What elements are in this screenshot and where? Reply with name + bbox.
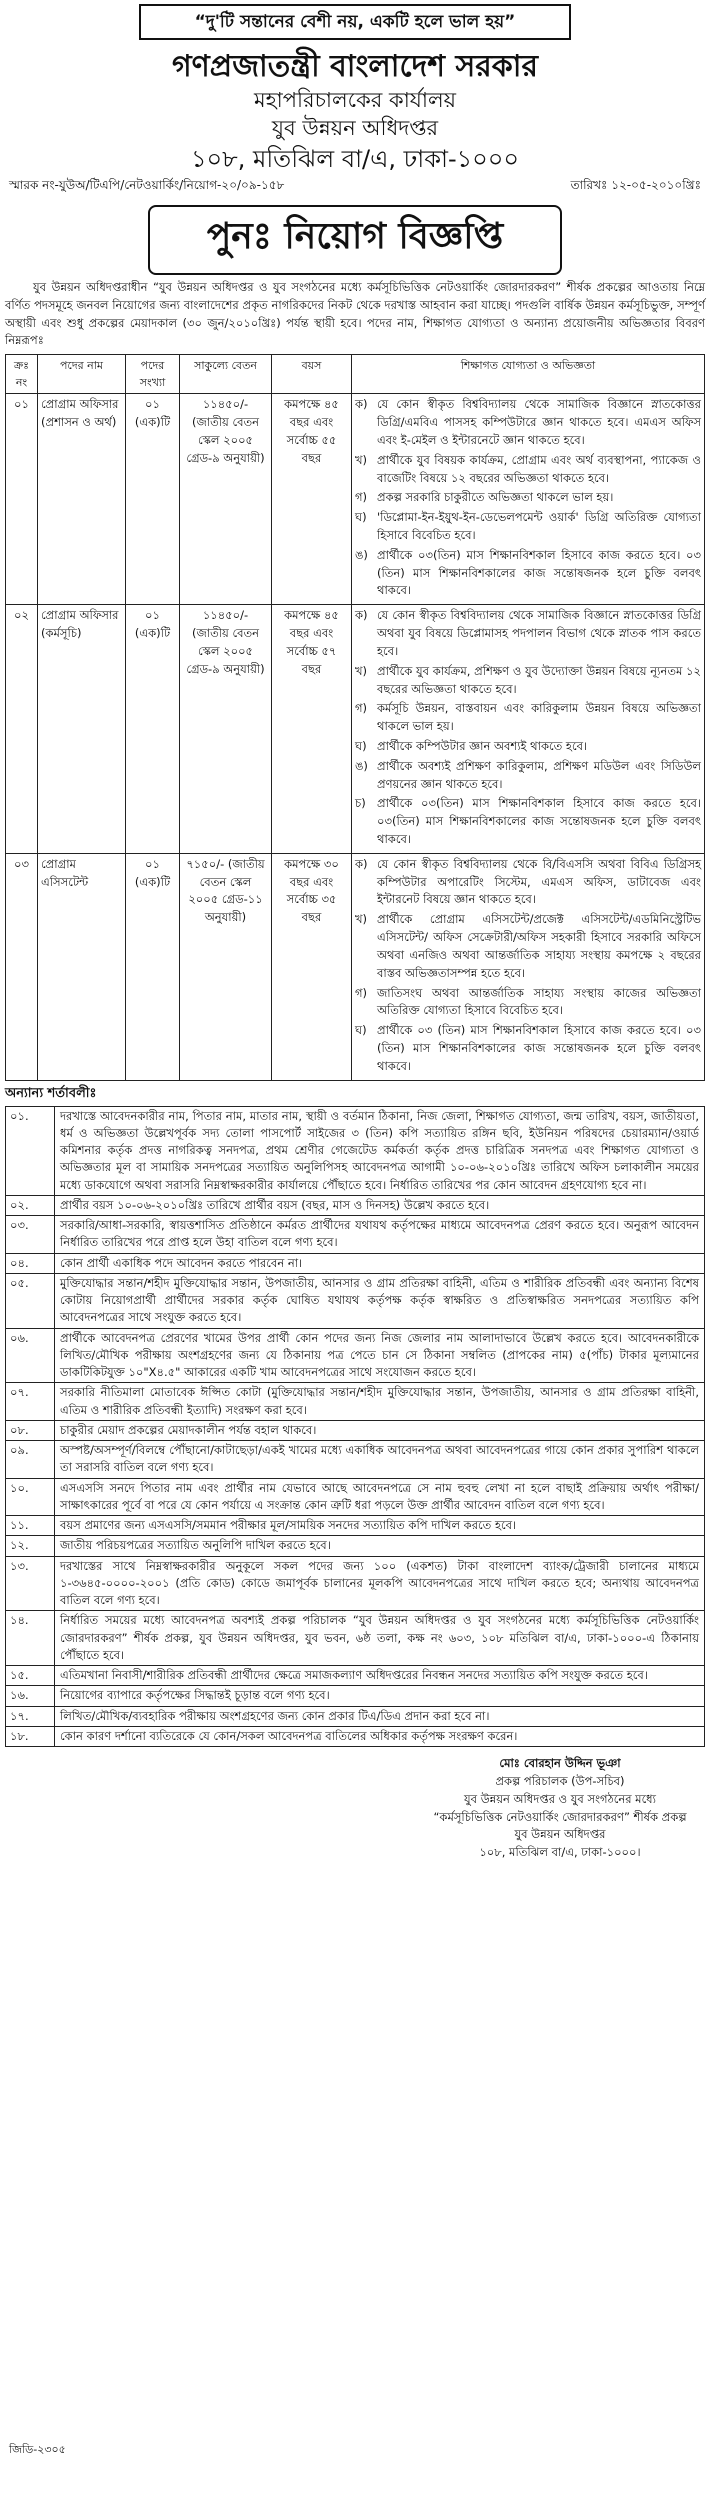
condition-text: সরকারি/আধা-সরকারি, স্বায়ত্তশাসিত প্রতিষ্ঠানে কর্মরত প্রার্থীদের যথাযথ কর্তৃপক্ষের মাধ্যমে আবেদনপত্র প্রেরণ করতে হবে। অনুরূপ আবেদন নির্ধারিত তারিখের পরে প্রাপ্ত হলে উহা বাতিল বলে গণ্য হবে। bbox=[60, 1218, 699, 1250]
item-marker: খ) bbox=[355, 912, 368, 927]
col-post-count: পদের সংখ্যা bbox=[126, 355, 180, 394]
condition-text: প্রার্থীকে আবেদনপত্র প্রেরণের খামের উপর প্রার্থী কোন পদের জন্য নিজ জেলার নাম আলাদাভাবে উল্লেখ করতে হবে। আবেদনকারীকে লিখিত/মৌখিক পরীক্ষায় অংশগ্রহণের জন্য যে ঠিকানায় পত্র পেতে চান সে ঠিকানা সম্বলিত (প্রাপকের নাম) ৫(পাঁচ) টাকার মূল্যমানের ডাকটিকিটযুক্ত ১০"X৪.৫" আকারের একটি খাম আবেদনপত্রের সাথে সংযোজন করতে হবে। bbox=[60, 1330, 699, 1380]
signatory-designation: প্রকল্প পরিচালক (উপ-সচিব) bbox=[495, 1773, 625, 1788]
slogan-box: “দু'টি সন্তানের বেশী নয়, একটি হলে ভাল হয়” bbox=[139, 4, 571, 40]
condition-number: ১১. bbox=[6, 1516, 55, 1535]
condition-number: ০৭. bbox=[6, 1383, 55, 1420]
list-item bbox=[355, 1022, 701, 1075]
memo-number: স্মারক নং-যুউঅ/টিএপি/নেটওয়ার্কিং/নিয়োগ-২০/০৯-১৫৮ bbox=[9, 177, 285, 192]
post-count-cell: ০১ (এক)টি bbox=[126, 853, 180, 1080]
post-count-cell: ০১ (এক)টি bbox=[126, 394, 180, 605]
footer-code: জিডি-২৩০৫ bbox=[9, 2443, 66, 2456]
signatory-name: মোঃ বোরহান উদ্দিন ভূঞা bbox=[499, 1756, 621, 1771]
condition-number: ০৬. bbox=[6, 1329, 55, 1383]
item-marker: ঘ) bbox=[355, 738, 367, 753]
condition-text: লিখিত/মৌখিক/ব্যবহারিক পরীক্ষায় অংশগ্রহণের জন্য কোন প্রকার টিএ/ডিএ প্রদান করা হবে না। bbox=[60, 1708, 490, 1723]
age-cell: কমপক্ষে ৪৫ বছর এবং সর্বোচ্চ ৫৫ বছর bbox=[272, 394, 352, 605]
list-item bbox=[355, 663, 701, 699]
qualifications-list bbox=[355, 607, 701, 849]
condition-item bbox=[6, 1666, 704, 1686]
condition-text: দরখাস্তের সাথে নিম্নস্বাক্ষরকারীর অনুকূলে সকল পদের জন্য ১০০ (একশত) টাকা বাংলাদেশ ব্যাংক/ট্রেজারী চালানের মাধ্যমে ১-৩৬৪৫-০০০০-২০০১ (প্রতি কোড) কোডে জমাপূর্বক চালানের মূলকপি আবেদনপত্রের সাথে দাখিল করতে হবে; অন্যথায় আবেদনপত্র বাতিল বলে গণ্য হবে। bbox=[60, 1558, 699, 1608]
item-text: প্রার্থীকে ০৩(তিন) মাস শিক্ষানবিশকাল হিসাবে কাজ করতে হবে। ০৩(তিন) মাস শিক্ষানবিশকালের কাজ সন্তোষজনক হলে চুক্তি বলবৎ থাকবে। bbox=[377, 796, 701, 846]
item-text: যে কোন স্বীকৃত বিশ্ববিদ্যালয় থেকে সামাজিক বিজ্ঞানে স্নাতকোত্তর ডিগ্রি/এমবিএ পাসসহ কম্পিউটারে জ্ঞান থাকতে হবে। এমএস অফিস এবং ই-মেইল ও ইন্টারনেটে জ্ঞান থাকতে হবে। bbox=[377, 397, 701, 447]
condition-text: জাতীয় পরিচয়পত্রের সত্যায়িত অনুলিপি দাখিল করতে হবে। bbox=[60, 1538, 331, 1553]
item-text: জাতিসংঘ অথবা আন্তর্জাতিক সাহায্য সংস্থায় কাজের অভিজ্ঞতা অতিরিক্ত যোগ্যতা হিসাবে বিবেচিত হবে। bbox=[377, 985, 701, 1018]
table-row bbox=[6, 605, 705, 854]
department-name: যুব উন্নয়ন অধিদপ্তর bbox=[271, 116, 439, 141]
condition-number: ০৯. bbox=[6, 1441, 55, 1478]
list-item bbox=[355, 607, 701, 660]
condition-text: মুক্তিযোদ্ধার সন্তান/শহীদ মুক্তিযোদ্ধার সন্তান, উপজাতীয়, আনসার ও গ্রাম প্রতিরক্ষা বাহিনী, এতিম ও শারীরিক প্রতিবন্ধী এবং অন্যান্য বিশেষ কোটায় নিয়োগপ্রার্থী প্রার্থীদের সরকার কর্তৃক ঘোষিত যথাযথ কর্তৃপক্ষ কর্তৃক স্বাক্ষরিত ও প্রতিস্বাক্ষরিত সনদপত্রের সত্যায়িত কপি আবেদনপত্রের সাথে সংযুক্ত করতে হবে। bbox=[60, 1275, 699, 1325]
reference-line bbox=[9, 177, 701, 197]
condition-text: এতিমখানা নিবাসী/শারীরিক প্রতিবন্ধী প্রার্থীদের ক্ষেত্রে সমাজকল্যাণ অধিদপ্তরের নিবন্ধন সনদের সত্যায়িত কপি সংযুক্ত করতে হবে। bbox=[60, 1668, 648, 1683]
condition-number: ০৮. bbox=[6, 1421, 55, 1440]
condition-number: ০১. bbox=[6, 1107, 55, 1195]
item-text: প্রার্থীকে ০৩(তিন) মাস শিক্ষানবিশকাল হিসাবে কাজ করতে হবে। ০৩ (তিন) মাস শিক্ষানবিশকালের কাজ সন্তোষজনক হলে চুক্তি বলবৎ থাকবে। bbox=[377, 547, 701, 598]
item-marker: ক) bbox=[355, 856, 368, 871]
condition-number: ০৫. bbox=[6, 1274, 55, 1328]
office-name: মহাপরিচালকের কার্যালয় bbox=[253, 87, 456, 112]
table-header-row bbox=[6, 355, 705, 394]
signatory-line-4: ১০৮, মতিঝিল বা/এ, ঢাকা-১০০০। bbox=[479, 1845, 641, 1860]
list-item bbox=[355, 985, 701, 1021]
condition-item bbox=[6, 1686, 704, 1706]
col-qualifications: শিক্ষাগত যোগ্যতা ও অভিজ্ঞতা bbox=[352, 355, 705, 394]
condition-number: ১৩. bbox=[6, 1557, 55, 1611]
condition-item bbox=[6, 1107, 704, 1196]
item-text: প্রার্থীকে প্রোগ্রাম এসিসটেন্ট/প্রজেক্ট এসিসটেন্ট/এডমিনিস্ট্রেটিভ এসিসটেন্ট/ অফিস সেক্রেটারী/অফিস সহকারী হিসাবে সরকারি অফিসে অথবা এনজিও অথবা আন্তর্জাতিক সাহায্য সংস্থায় কমপক্ষে ২ বছরের বাস্তব অভিজ্ঞতাসম্পন্ন হতে হবে। bbox=[377, 912, 701, 980]
condition-number: ১৪. bbox=[6, 1611, 55, 1665]
col-age: বয়স bbox=[272, 355, 352, 394]
condition-text: এসএসসি সনদে পিতার নাম এবং প্রার্থীর নাম যেভাবে আছে আবেদনপত্রে সে নাম হুবহু লেখা না হলে বাছাই প্রক্রিয়ায় অর্থাৎ পরীক্ষা/সাক্ষাৎকারের পূর্বে বা পরে যে কোন পর্যায়ে এ সংক্রান্ত কোন ত্রুটি ধরা পড়লে উক্ত প্রার্থীর আবেদন বাতিল বলে গণ্য হবে। bbox=[60, 1480, 699, 1512]
qualifications-list bbox=[355, 396, 701, 600]
condition-item bbox=[6, 1274, 704, 1329]
item-marker: ঙ) bbox=[355, 547, 368, 562]
item-marker: খ) bbox=[355, 663, 368, 678]
condition-text: প্রার্থীর বয়স ১০-০৬-২০১০খ্রিঃ তারিখে প্রার্থীর বয়স (বছর, মাস ও দিনসহ) উল্লেখ করতে হবে। bbox=[60, 1197, 490, 1212]
item-text: প্রকল্প সরকারি চাকুরীতে অভিজ্ঞতা থাকলে ভাল হয়। bbox=[377, 490, 614, 505]
conditions-title: অন্যান্য শর্তাবলীঃ bbox=[5, 1085, 97, 1101]
table-row bbox=[6, 853, 705, 1080]
condition-item bbox=[6, 1557, 704, 1612]
condition-text: অস্পষ্ট/অসম্পূর্ণ/বিলম্বে পৌঁছানো/কাটাছেড়া/একই খামের মধ্যে একাধিক আবেদনপত্র অথবা আবেদনপত্রের গায়ে কোন প্রকার সুপারিশ থাকলে তা সরাসরি বাতিল বলে গণ্য হবে। bbox=[60, 1443, 699, 1475]
post-count-cell: ০১ (এক)টি bbox=[126, 605, 180, 854]
list-item bbox=[355, 509, 701, 545]
posts-table bbox=[5, 354, 705, 1080]
signatory-line-3: যুব উন্নয়ন অধিদপ্তর bbox=[514, 1827, 606, 1842]
table-row bbox=[6, 394, 705, 605]
item-text: 'ডিপ্লোমা-ইন-ইয়ুথ-ইন-ডেভেলপমেন্ট ওয়ার্ক' ডিগ্রি অতিরিক্ত যোগ্যতা হিসাবে বিবেচিত হবে। bbox=[377, 510, 701, 542]
post-name-cell: প্রোগ্রাম অফিসার (প্রশাসন ও অর্থ) bbox=[38, 394, 126, 605]
condition-item bbox=[6, 1727, 704, 1747]
condition-text: সরকারি নীতিমালা মোতাবেক ঈপ্সিত কোটা (মুক্তিযোদ্ধার সন্তান/শহীদ মুক্তিযোদ্ধার সন্তান, উপজাতীয়, আনসার ও গ্রাম প্রতিরক্ষা বাহিনী, এতিম ও শারীরিক প্রতিবন্ধী ইত্যাদি) সংরক্ষণ করা হবে। bbox=[60, 1385, 699, 1417]
list-item bbox=[355, 489, 701, 507]
item-text: প্রার্থীকে অবশ্যই প্রশিক্ষণ কারিকুলাম, প্রশিক্ষণ মডিউল এবং সিডিউল প্রণয়নের জ্ঞান থাকতে হবে। bbox=[377, 758, 701, 791]
condition-item bbox=[6, 1707, 704, 1727]
condition-item bbox=[6, 1421, 704, 1441]
item-marker: ঙ) bbox=[355, 758, 368, 773]
condition-text: বয়স প্রমাণের জন্য এসএসসি/সমমান পরীক্ষার মূল/সাময়িক সনদের সত্যায়িত কপি দাখিল করতে হবে। bbox=[60, 1518, 517, 1533]
list-item bbox=[355, 856, 701, 909]
list-item bbox=[355, 795, 701, 848]
col-salary: সাকুল্যে বেতন bbox=[180, 355, 272, 394]
conditions-list bbox=[5, 1106, 705, 1748]
post-name-cell: প্রোগ্রাম অফিসার (কর্মসূচি) bbox=[38, 605, 126, 854]
signatory-line-2: “কর্মসূচিভিত্তিক নেটওয়ার্কিং জোরদারকরণ” শীর্ষক প্রকল্প bbox=[433, 1809, 687, 1824]
signatory-line-1: যুব উন্নয়ন অধিদপ্তর ও যুব সংগঠনের মধ্যে bbox=[464, 1791, 656, 1806]
item-marker: ক) bbox=[355, 608, 368, 623]
condition-item bbox=[6, 1536, 704, 1556]
intro-paragraph: যুব উন্নয়ন অধিদপ্তরাধীন “যুব উন্নয়ন অধিদপ্তর ও যুব সংগঠনের মধ্যে কর্মসূচিভিত্তিক নেটওয়ার্কিং জোরদারকরণ” শীর্ষক প্রকল্পের আওতায় নিম্নে বর্ণিত পদসমূহে জনবল নিয়োগের জন্য বাংলাদেশের প্রকৃত নাগরিকদের নিকট থেকে দরখাস্ত আহবান করা যাচ্ছে। পদগুলি বার্ষিক উন্নয়ন কর্মসূচিভুক্ত, সম্পূর্ণ অস্থায়ী এবং শুধু প্রকল্পের মেয়াদকাল (৩০ জুন/২০১০খ্রিঃ) পর্যন্ত স্থায়ী হবে। পদের নাম, শিক্ষাগত যোগ্যতা ও অন্যান্য প্রয়োজনীয় অভিজ্ঞতার বিবরণ নিম্নরূপঃ bbox=[5, 279, 705, 348]
item-text: প্রার্থীকে কম্পিউটার জ্ঞান অবশ্যই থাকতে হবে। bbox=[377, 738, 588, 753]
condition-text: নির্ধারিত সময়ের মধ্যে আবেদনপত্র অবশ্যই প্রকল্প পরিচালক “যুব উন্নয়ন অধিদপ্তর ও যুব সংগঠনের মধ্যে কর্মসূচিভিত্তিক নেটওয়ার্কিং জোরদারকরণ” শীর্ষক প্রকল্প, যুব উন্নয়ন অধিদপ্তর, যুব ভবন, ৬ষ্ঠ তলা, কক্ষ নং ৬০৩, ১০৮ মতিঝিল বা/এ, ঢাকা-১০০০-এ ঠিকানায় পৌঁছাতে হবে। bbox=[60, 1613, 699, 1662]
salary-cell: ৭১৫০/- (জাতীয় বেতন স্কেল ২০০৫ গ্রেড-১১ অনুযায়ী) bbox=[180, 853, 272, 1080]
condition-text: কোন প্রার্থী একাধিক পদে আবেদন করতে পারবেন না। bbox=[60, 1255, 303, 1270]
item-text: প্রার্থীকে যুব বিষয়ক কার্যক্রম, প্রোগ্রাম এবং অর্থ ব্যবস্থাপনা, প্যাকেজ ও বাজেটিং বিষয়ে ১২ বছরের অভিজ্ঞতা থাকতে হবে। bbox=[377, 452, 701, 485]
item-marker: গ) bbox=[355, 985, 368, 1000]
page-title: পুনঃ নিয়োগ বিজ্ঞপ্তি bbox=[148, 205, 562, 275]
post-name-cell: প্রোগ্রাম এসিসটেন্ট bbox=[38, 853, 126, 1080]
qualifications-list bbox=[355, 856, 701, 1076]
condition-number: ০৪. bbox=[6, 1254, 55, 1273]
item-marker: ঘ) bbox=[355, 510, 367, 525]
col-serial: ক্রঃ নং bbox=[6, 355, 38, 394]
condition-item bbox=[6, 1254, 704, 1274]
item-marker: ক) bbox=[355, 397, 368, 412]
condition-number: ১৫. bbox=[6, 1666, 55, 1685]
serial-cell: ০২ bbox=[6, 605, 38, 854]
list-item bbox=[355, 547, 701, 600]
condition-item bbox=[6, 1196, 704, 1216]
item-text: প্রার্থীকে ০৩ (তিন) মাস শিক্ষানবিশকাল হিসাবে কাজ করতে হবে। ০৩ (তিন) মাস শিক্ষানবিশকালের কাজ সন্তোষজনক হলে চুক্তি বলবৎ থাকবে। bbox=[377, 1023, 701, 1073]
condition-item bbox=[6, 1383, 704, 1421]
list-item bbox=[355, 452, 701, 488]
condition-number: ১৮. bbox=[6, 1727, 55, 1746]
item-text: প্রার্থীকে যুব কার্যক্রম, প্রশিক্ষণ ও যুব উদ্যোক্তা উন্নয়ন বিষয়ে ন্যূনতম ১২ বছরের অভিজ্ঞতা থাকতে হবে। bbox=[377, 663, 701, 696]
item-text: যে কোন স্বীকৃত বিশ্ববিদ্যালয় থেকে সামাজিক বিজ্ঞানে স্নাতকোত্তর ডিগ্রি অথবা যুব বিষয়ে ডিপ্লোমাসহ পদপালন বিভাগ থেকে স্নাতক পাস করতে হবে। bbox=[377, 608, 701, 658]
condition-number: ১৭. bbox=[6, 1707, 55, 1726]
qualifications-cell bbox=[352, 853, 705, 1080]
age-cell: কমপক্ষে ৩০ বছর এবং সর্বোচ্চ ৩৫ বছর bbox=[272, 853, 352, 1080]
condition-number: ১২. bbox=[6, 1536, 55, 1555]
condition-item bbox=[6, 1216, 704, 1254]
condition-text: কোন কারণ দর্শানো ব্যতিরেকে যে কোন/সকল আবেদনপত্র বাতিলের অধিকার কর্তৃপক্ষ সংরক্ষণ করেন। bbox=[60, 1728, 518, 1743]
condition-item bbox=[6, 1441, 704, 1479]
list-item bbox=[355, 700, 701, 736]
list-item bbox=[355, 911, 701, 982]
condition-number: ০২. bbox=[6, 1196, 55, 1215]
condition-item bbox=[6, 1516, 704, 1536]
item-marker: গ) bbox=[355, 701, 368, 716]
condition-text: দরখাস্তে আবেদনকারীর নাম, পিতার নাম, মাতার নাম, স্থায়ী ও বর্তমান ঠিকানা, নিজ জেলা, শিক্ষাগত যোগ্যতা, জন্ম তারিখ, বয়স, জাতীয়তা, ধর্ম ও অভিজ্ঞতা উল্লেখপূর্বক সদ্য তোলা পাসপোর্ট সাইজের ৩ (তিন) কপি সত্যায়িত রঙ্গিন ছবি, ইউনিয়ন পরিষদের চেয়ারম্যান/ওয়ার্ড কমিশনার কর্তৃক প্রদত্ত নাগরিকত্ব সনদপত্র, প্রথম শ্রেণীর গেজেটেড কর্মকর্তা কর্তৃক প্রদত্ত চারিত্রিক সনদপত্র এবং শিক্ষাগত যোগ্যতা ও অভিজ্ঞতার মূল বা সামায়িক সনদপত্রের সত্যায়িত অনুলিপিসহ আবেদনপত্র আগামী ১০-০৬-২০১০খ্রিঃ তারিখে অফিস চলাকালীন সময়ের মধ্যে ডাকযোগে অথবা সরাসরি নিম্নস্বাক্ষরকারীর কার্যালয়ে পৌঁছাতে হবে। নির্ধারিত তারিখের পর কোন আবেদন গ্রহণযোগ্য হবে না। bbox=[60, 1108, 699, 1192]
condition-item bbox=[6, 1479, 704, 1517]
item-text: কর্মসূচি উন্নয়ন, বাস্তবায়ন এবং কারিকুলাম উন্নয়ন বিষয়ে অভিজ্ঞতা থাকলে ভাল হয়। bbox=[377, 701, 701, 734]
government-name: গণপ্রজাতন্ত্রী বাংলাদেশ সরকার bbox=[172, 49, 538, 85]
serial-cell: ০১ bbox=[6, 394, 38, 605]
item-marker: চ) bbox=[355, 796, 366, 811]
item-marker: খ) bbox=[355, 452, 368, 467]
condition-item bbox=[6, 1611, 704, 1666]
condition-text: নিয়োগের ব্যাপারে কর্তৃপক্ষের সিদ্ধান্তই চূড়ান্ত বলে গণ্য হবে। bbox=[60, 1688, 330, 1703]
office-address: ১০৮, মতিঝিল বা/এ, ঢাকা-১০০০ bbox=[190, 144, 519, 173]
signature-block bbox=[415, 1755, 705, 1862]
memo-date: তারিখঃ ১২-০৫-২০১০খ্রিঃ bbox=[570, 177, 701, 192]
serial-cell: ০৩ bbox=[6, 853, 38, 1080]
salary-cell: ১১৪৫০/- (জাতীয় বেতন স্কেল ২০০৫ গ্রেড-৯ অনুযায়ী) bbox=[180, 394, 272, 605]
list-item bbox=[355, 738, 701, 756]
salary-cell: ১১৪৫০/- (জাতীয় বেতন স্কেল ২০০৫ গ্রেড-৯ অনুযায়ী) bbox=[180, 605, 272, 854]
condition-number: ০৩. bbox=[6, 1216, 55, 1253]
list-item bbox=[355, 396, 701, 449]
age-cell: কমপক্ষে ৪৫ বছর এবং সর্বোচ্চ ৫৭ বছর bbox=[272, 605, 352, 854]
item-marker: গ) bbox=[355, 490, 368, 505]
condition-number: ১৬. bbox=[6, 1686, 55, 1705]
condition-item bbox=[6, 1329, 704, 1384]
item-text: যে কোন স্বীকৃত বিশ্ববিদ্যালয় থেকে বি/বিএসসি অথবা বিবিএ ডিগ্রিসহ কম্পিউটার অপারেটিং সিস্টেম, এমএস অফিস, ডাটাবেজ এবং ইন্টারনেট বিষয়ে জ্ঞান থাকতে হবে। bbox=[377, 856, 701, 907]
qualifications-cell bbox=[352, 394, 705, 605]
qualifications-cell bbox=[352, 605, 705, 854]
list-item bbox=[355, 758, 701, 794]
header bbox=[5, 48, 705, 175]
condition-text: চাকুরীর মেয়াদ প্রকল্পের মেয়াদকালীন পর্যন্ত বহাল থাকবে। bbox=[60, 1422, 317, 1437]
condition-number: ১০. bbox=[6, 1479, 55, 1516]
item-marker: ঘ) bbox=[355, 1023, 367, 1038]
advertisement-page bbox=[5, 4, 705, 2494]
col-post-name: পদের নাম bbox=[38, 355, 126, 394]
